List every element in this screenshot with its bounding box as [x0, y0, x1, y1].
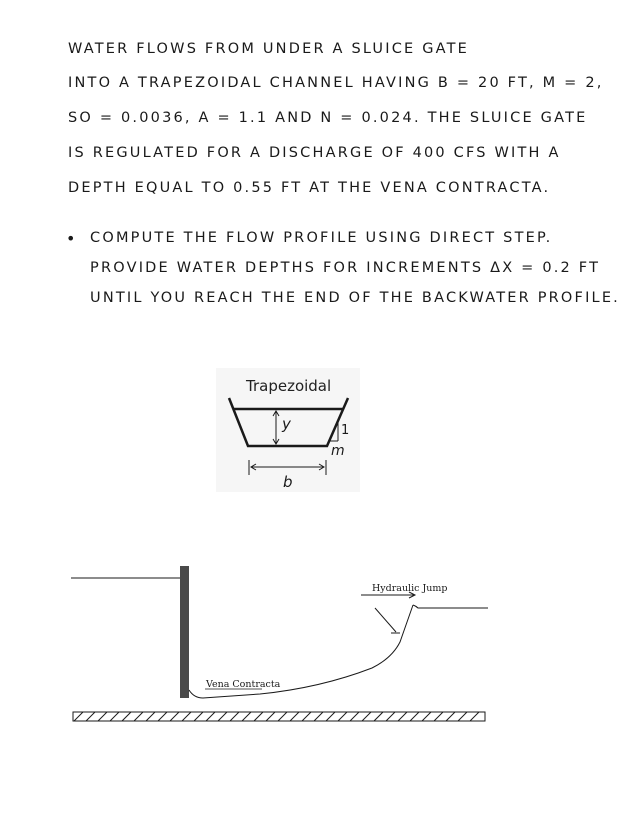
task-line-3: UNTIL YOU REACH THE END OF THE BACKWATER PROFILE.	[90, 290, 620, 306]
depth-label: y	[282, 415, 291, 433]
slope-run-label: m	[331, 443, 345, 459]
problem-line-4: IS REGULATED FOR A DISCHARGE OF 400 CFS WITH A	[68, 145, 561, 161]
task-line-2: PROVIDE WATER DEPTHS FOR INCREMENTS ΔX = 0.2 FT	[90, 260, 601, 276]
downstream-water-surface	[413, 605, 488, 608]
sluice-gate	[180, 566, 189, 698]
bed-hatching	[74, 712, 479, 721]
task-line-1: COMPUTE THE FLOW PROFILE USING DIRECT STEP.	[90, 230, 553, 246]
problem-line-5: DEPTH EQUAL TO 0.55 FT AT THE VENA CONTRACTA.	[68, 180, 551, 196]
problem-line-1: WATER FLOWS FROM UNDER A SLUICE GATE	[68, 41, 470, 57]
task-bullet: •	[66, 229, 76, 248]
hydraulic-jump-label: Hydraulic Jump	[372, 583, 448, 594]
slope-rise-label: 1	[341, 423, 350, 438]
problem-line-2: INTO A TRAPEZOIDAL CHANNEL HAVING B = 20 FT, M = 2,	[68, 75, 604, 91]
problem-line-3: SO = 0.0036, Α = 1.1 AND N = 0.024. THE SLUICE GATE	[68, 110, 588, 126]
hydraulic-jump-pointer	[375, 608, 396, 632]
bottom-width-label: b	[283, 473, 293, 491]
vena-contracta-label: Vena Contracta	[206, 679, 281, 690]
cross-section-title: Trapezoidal	[246, 377, 332, 395]
